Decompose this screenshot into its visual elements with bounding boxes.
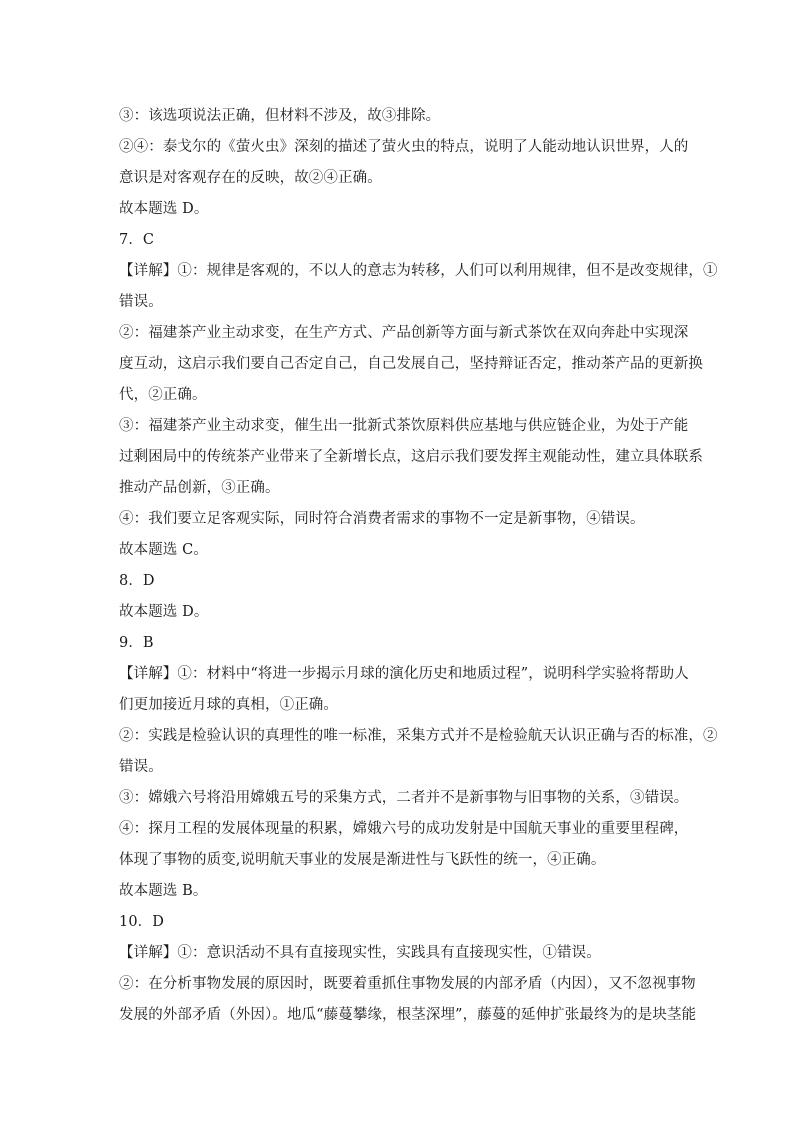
question-number: 10．D xyxy=(119,914,164,930)
text-line: 错误。 xyxy=(119,294,163,310)
answer-explanation-text xyxy=(119,101,718,1031)
text-line: 故本题选 C。 xyxy=(119,542,208,558)
text-line: 过剩困局中的传统茶产业带来了全新增长点，这启示我们要发挥主观能动性，建立具体联系 xyxy=(119,449,703,465)
text-line: 故本题选 B。 xyxy=(119,883,208,899)
text-line: 【详解】①：意识活动不具有直接现实性，实践具有直接现实性，①错误。 xyxy=(119,945,601,961)
text-line: 故本题选 D。 xyxy=(119,201,209,217)
text-line: ②：实践是检验认识的真理性的唯一标准，采集方式并不是检验航天认识正确与否的标准，② xyxy=(119,728,718,744)
text-line: ③：嫦娥六号将沿用嫦娥五号的采集方式，二者并不是新事物与旧事物的关系，③错误。 xyxy=(119,790,689,806)
text-line: 推动产品创新，③正确。 xyxy=(119,480,280,496)
text-line: ②：福建茶产业主动求变，在生产方式、产品创新等方面与新式茶饮在双向奔赴中实现深 xyxy=(119,325,689,341)
text-line: 们更加接近月球的真相，①正确。 xyxy=(119,697,338,713)
text-line: 故本题选 D。 xyxy=(119,604,209,620)
question-number: 7．C xyxy=(119,232,155,248)
text-line: 错误。 xyxy=(119,759,163,775)
question-number: 9．B xyxy=(119,635,154,651)
text-line: ③：福建茶产业主动求变，催生出一批新式茶饮原料供应基地与供应链企业，为处于产能 xyxy=(119,418,689,434)
text-line: 发展的外部矛盾（外因）。地瓜“藤蔓攀缘，根茎深埋”，藤蔓的延伸扩张最终为的是块茎能 xyxy=(119,1007,697,1023)
text-line: 体现了事物的质变,说明航天事业的发展是渐进性与飞跃性的统一，④正确。 xyxy=(119,852,606,868)
text-line: ②④：泰戈尔的《萤火虫》深刻的描述了萤火虫的特点，说明了人能动地认识世界，人的 xyxy=(119,139,689,155)
text-line: 意识是对客观存在的反映，故②④正确。 xyxy=(119,170,382,186)
text-line: 度互动，这启示我们要自己否定自己，自己发展自己，坚持辩证否定，推动茶产品的更新换 xyxy=(119,356,703,372)
text-line: ④：我们要立足客观实际，同时符合消费者需求的事物不一定是新事物，④错误。 xyxy=(119,511,645,527)
text-line: 【详解】①：材料中“将进一步揭示月球的演化历史和地质过程”，说明科学实验将帮助人 xyxy=(119,666,689,682)
question-number: 8．D xyxy=(119,573,155,589)
text-line: 【详解】①：规律是客观的，不以人的意志为转移，人们可以利用规律，但不是改变规律，① xyxy=(119,263,718,279)
text-line: ②：在分析事物发展的原因时，既要着重抓住事物发展的内部矛盾（内因），又不忽视事物 xyxy=(119,976,696,992)
text-line: ③：该选项说法正确，但材料不涉及，故③排除。 xyxy=(119,108,441,124)
text-line: 代，②正确。 xyxy=(119,387,207,403)
text-line: ④：探月工程的发展体现量的积累，嫦娥六号的成功发射是中国航天事业的重要里程碑， xyxy=(119,821,689,837)
